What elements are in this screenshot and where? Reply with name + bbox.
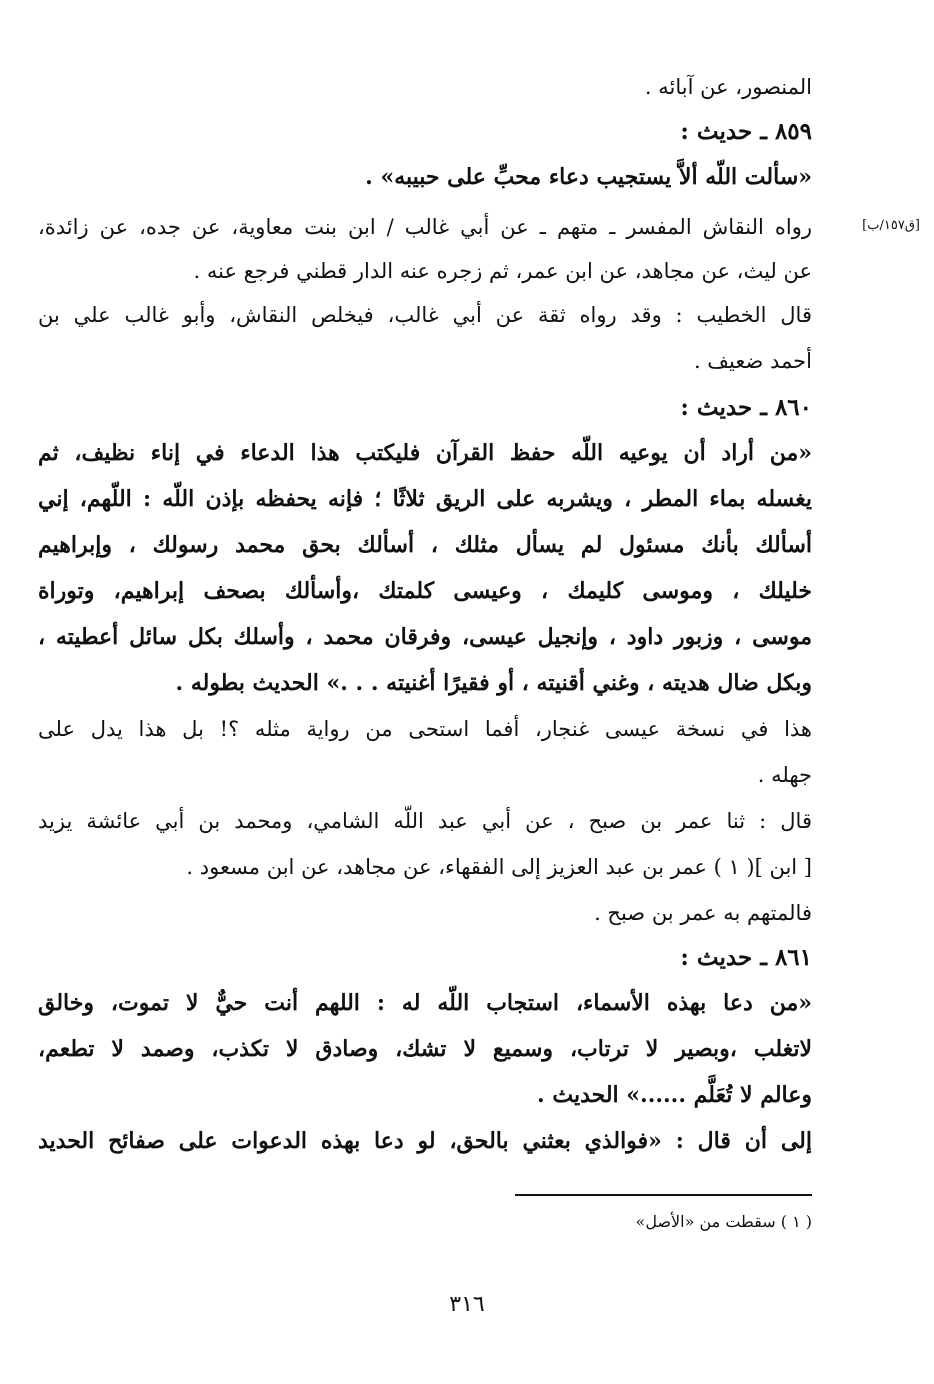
hadith-heading: ٨٦١ ـ حديث :: [680, 944, 812, 971]
text-line: [ ابن ]( ١ ) عمر بن عبد العزيز إلى الفقهاء، عن مجاهد، عن ابن مسعود .: [186, 855, 812, 879]
text-line: قال الخطيب : وقد رواه ثقة عن أبي غالب، فيخلص النقاش، وأبو غالب علي بن: [38, 303, 812, 327]
page-number: ٣١٦: [449, 1292, 485, 1317]
hadith-text: وعالم لا تُعَلَّم ......» الحديث .: [537, 1082, 812, 1108]
text-line: رواه النقاش المفسر ـ متهم ـ عن أبي غالب / ابن بنت معاوية، عن جده، عن زائدة،: [38, 215, 812, 239]
text-line: قال : ثنا عمر بن صبح ، عن أبي عبد اللّه الشامي، ومحمد بن أبي عائشة يزيد: [38, 809, 812, 833]
text-line: المنصور، عن آبائه .: [644, 75, 812, 99]
text-line: أحمد ضعيف .: [693, 349, 812, 373]
text-line: عن ليث، عن مجاهد، عن ابن عمر، ثم زجره عنه الدار قطني فرجع عنه .: [193, 259, 812, 283]
hadith-text: أسألك بأنك مسئول لم يسأل مثلك ، أسألك بحق محمد رسولك ، وإبراهيم: [38, 532, 812, 558]
text-line: فالمتهم به عمر بن صبح .: [594, 901, 812, 925]
hadith-text: «من دعا بهذه الأسماء، استجاب اللّه له : اللهم أنت حيٌّ لا تموت، وخالق: [38, 990, 812, 1016]
footnote: ( ١ ) سقطت من «الأصل»: [635, 1212, 812, 1231]
hadith-text: لاتغلب ،وبصير لا ترتاب، وسميع لا تشك، وصادق لا تكذب، وصمد لا تطعم،: [38, 1036, 812, 1062]
hadith-heading: ٨٦٠ ـ حديث :: [680, 394, 812, 421]
hadith-text: إلى أن قال : «فوالذي بعثني بالحق، لو دعا بهذه الدعوات على صفائح الحديد: [38, 1128, 812, 1154]
text-line: هذا في نسخة عيسى غنجار، أفما استحى من رواية مثله ؟! بل هذا يدل على: [38, 717, 812, 741]
hadith-text: وبكل ضال هديته ، وغني أقنيته ، أو فقيرًا أغنيته . . .» الحديث بطوله .: [175, 670, 812, 696]
text-line: جهله .: [757, 763, 812, 787]
hadith-text: «سألت اللّه ألاَّ يستجيب دعاء محبِّ على حبيبه» .: [365, 164, 812, 190]
hadith-text: موسى ، وزبور داود ، وإنجيل عيسى، وفرقان محمد ، وأسلك بكل سائل أعطيته ،: [38, 624, 812, 650]
hadith-text: «من أراد أن يوعيه اللّه حفظ القرآن فليكتب هذا الدعاء في إناء نظيف، ثم: [38, 440, 812, 466]
manuscript-margin-note: [ق١٥٧/ب]: [862, 218, 920, 233]
footnote-divider: [515, 1194, 812, 1196]
hadith-text: يغسله بماء المطر ، ويشربه على الريق ثلاثًا ؛ فإنه يحفظه بإذن اللّه : اللّهم، إني: [38, 486, 812, 512]
hadith-heading: ٨٥٩ ـ حديث :: [680, 118, 812, 145]
hadith-text: خليلك ، وموسى كليمك ، وعيسى كلمتك ،وأسألك بصحف إبراهيم، وتوراة: [38, 578, 812, 604]
